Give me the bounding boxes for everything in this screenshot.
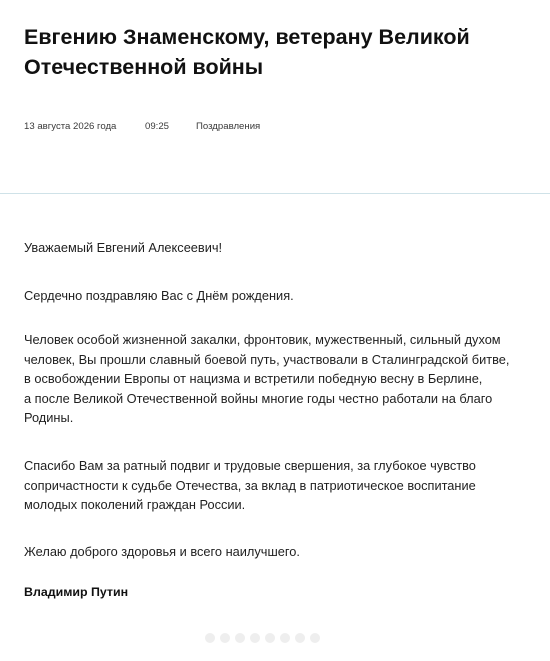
title-line-1: Евгению Знаменскому, ветерану Великой (24, 25, 470, 49)
article-meta (24, 121, 260, 132)
letter-greeting: Уважаемый Евгений Алексеевич! (24, 240, 223, 255)
title-line-2: Отечественной войны (24, 55, 264, 79)
watermark-dot (310, 633, 320, 643)
watermark-dot (250, 633, 260, 643)
watermark-dot (280, 633, 290, 643)
signature: Владимир Путин (24, 585, 129, 599)
letter-paragraph-4: Желаю доброго здоровья и всего наилучшего. (24, 544, 300, 559)
watermark-dot (265, 633, 275, 643)
paragraph-line: Спасибо Вам за ратный подвиг и трудовые свершения, за глубокое чувство (24, 458, 476, 473)
paragraph-line: в освобождении Европы от нацизма и встретили победную весну в Берлине, (24, 371, 483, 386)
page-title (24, 22, 524, 82)
paragraph-line: Родины. (24, 410, 74, 425)
watermark-dot (220, 633, 230, 643)
publish-time: 09:25 (145, 121, 170, 132)
paragraph-line: человек, Вы прошли славный боевой путь, участвовали в Сталинградской битве, (24, 351, 510, 367)
publish-date: 13 августа 2026 года (24, 121, 117, 132)
letter-paragraph-3 (24, 456, 476, 515)
watermark-dots (205, 633, 320, 643)
divider (0, 193, 550, 194)
paragraph-line: а после Великой Отечественной войны многие годы честно работали на благо (24, 390, 493, 406)
paragraph-line: сопричастности к судьбе Отечества, за вклад в патриотическое воспитание (24, 477, 476, 493)
watermark-dot (235, 633, 245, 643)
watermark-dot (295, 633, 305, 643)
watermark-dot (205, 633, 215, 643)
paragraph-line: молодых поколений граждан России. (24, 497, 246, 512)
paragraph-line: Человек особой жизненной закалки, фронтовик, мужественный, сильный духом (24, 332, 501, 347)
letter-paragraph-2 (24, 330, 509, 428)
category-link[interactable]: Поздравления (196, 121, 261, 132)
letter-paragraph-1: Сердечно поздравляю Вас с Днём рождения. (24, 288, 294, 303)
